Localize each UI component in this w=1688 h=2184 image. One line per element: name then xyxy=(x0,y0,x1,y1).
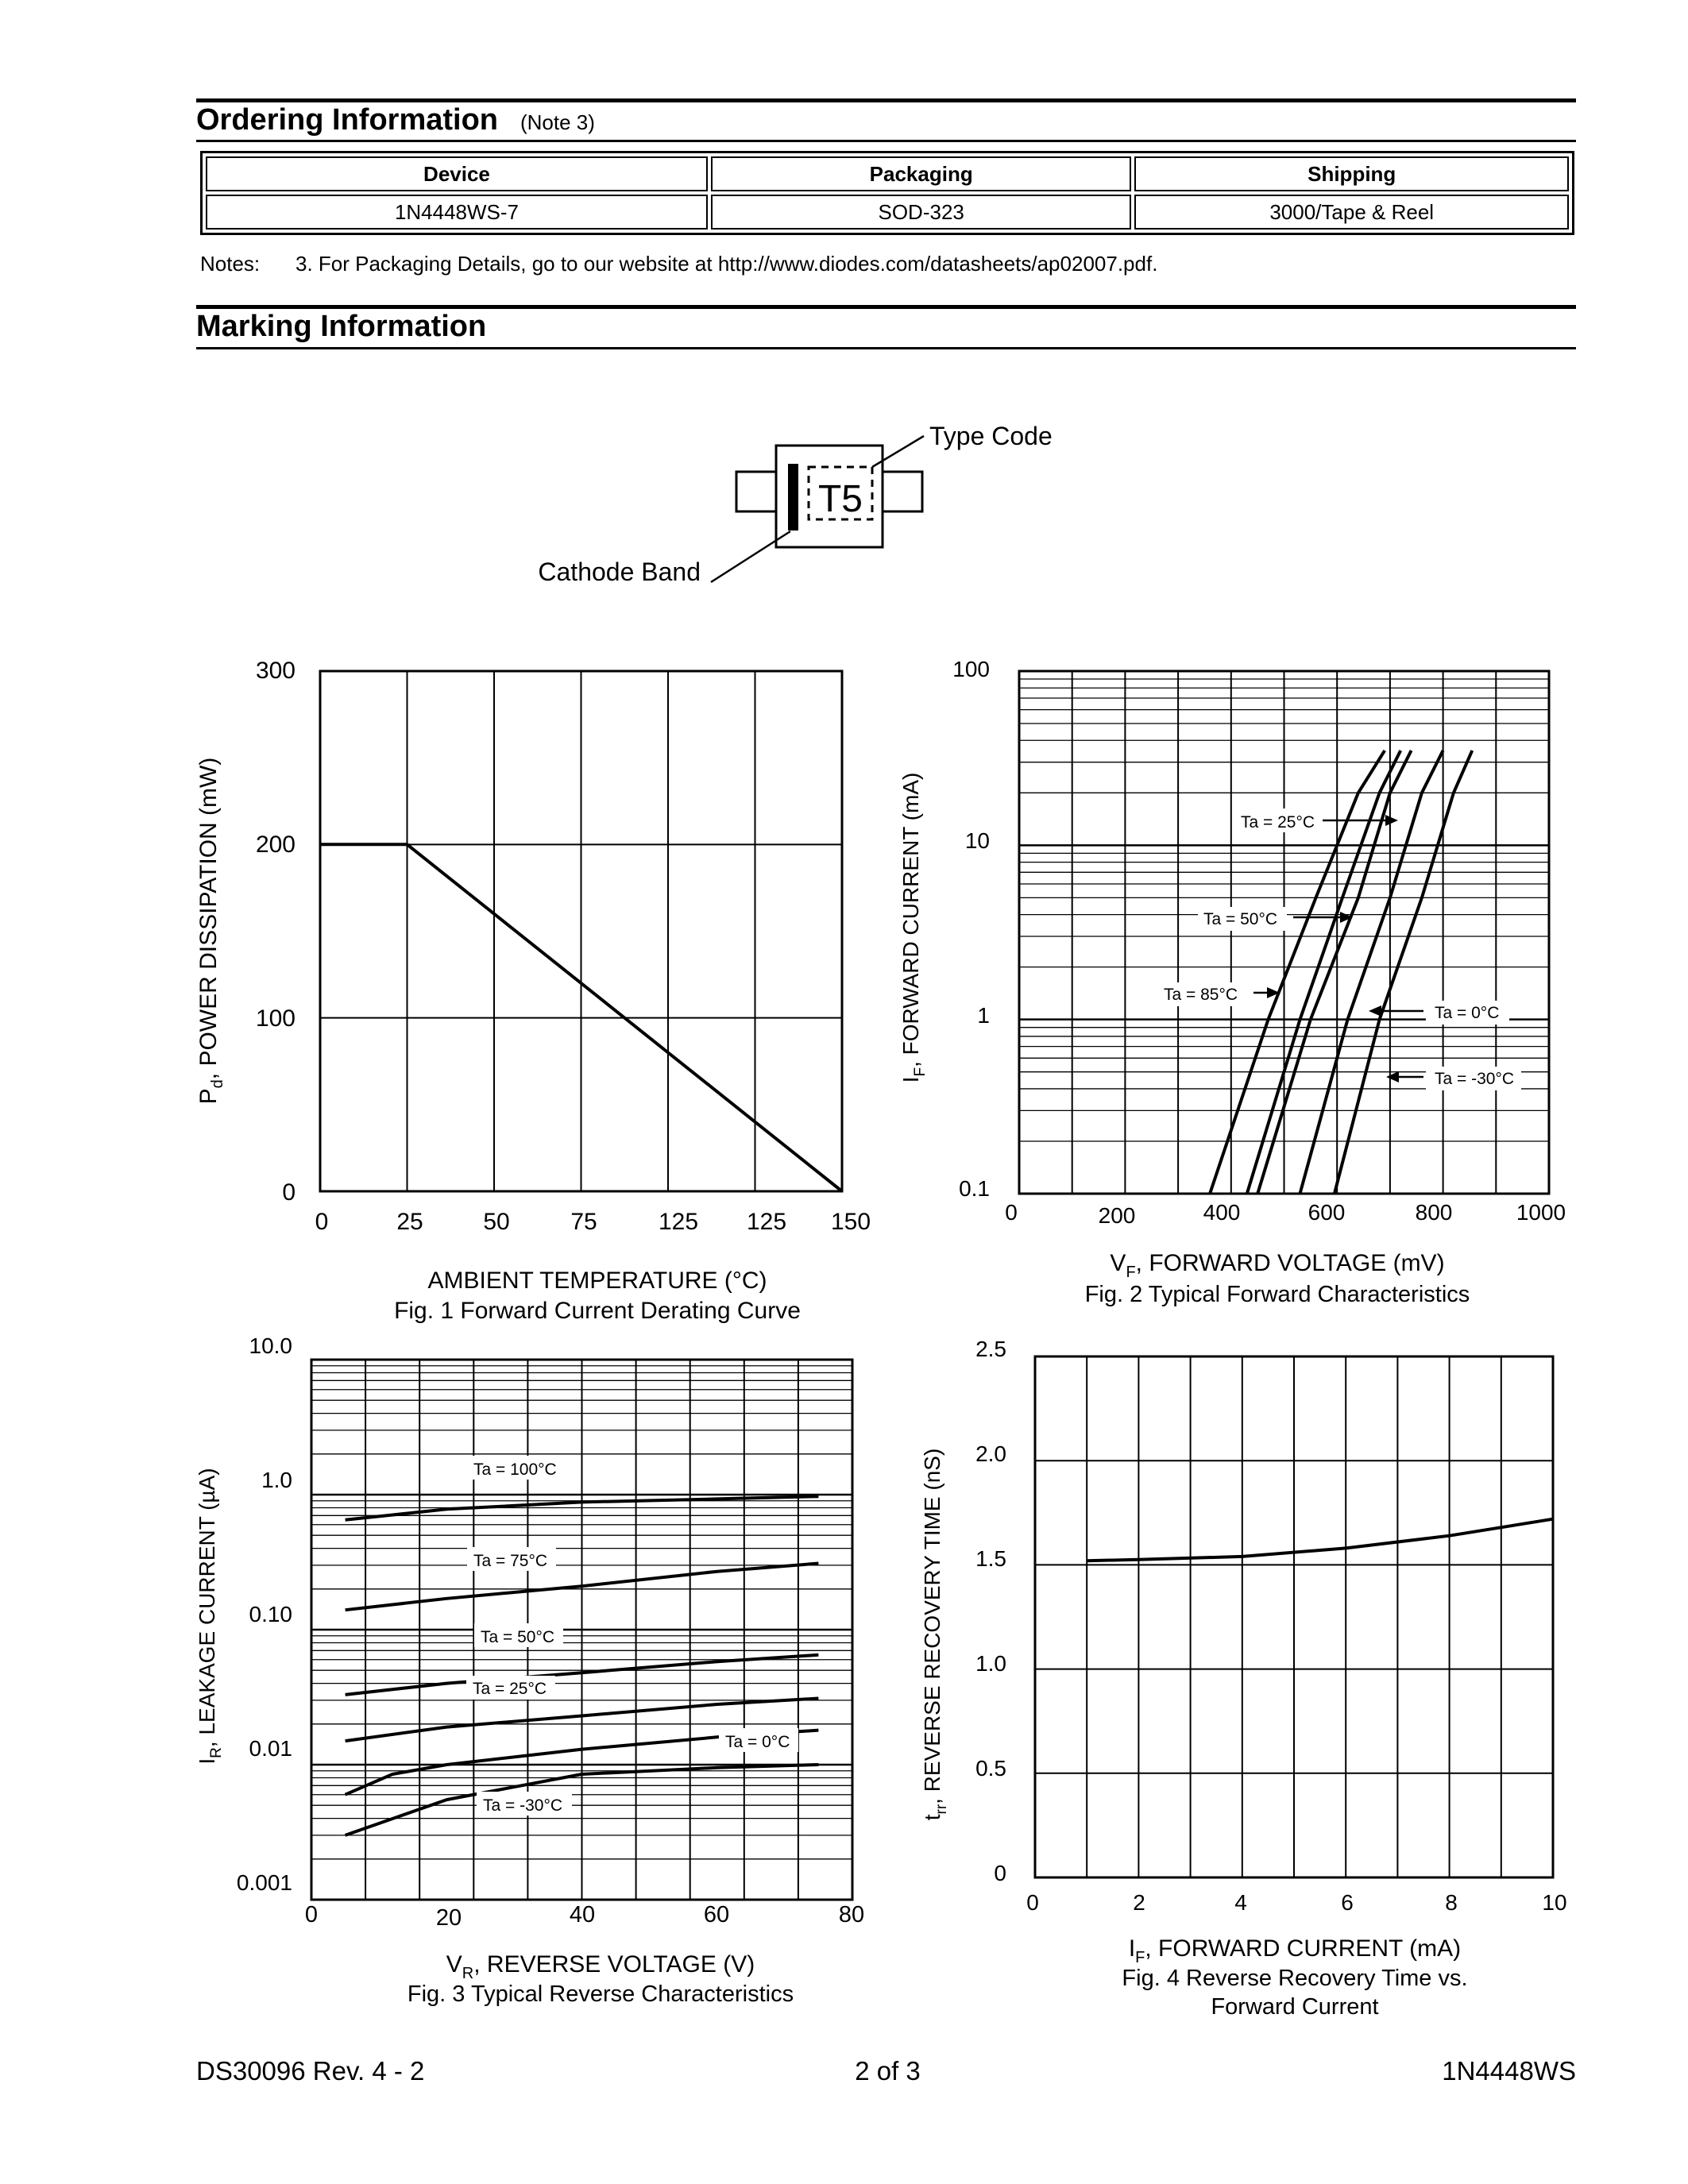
type-code-label: Type Code xyxy=(929,422,1053,450)
fig4-ytick-label: 1.5 xyxy=(975,1546,1006,1571)
footer-doc-id: DS30096 Rev. 4 - 2 xyxy=(196,2056,425,2086)
ordering-title: Ordering Information (Note 3) xyxy=(196,103,595,137)
fig3-xtick-label: 20 xyxy=(435,1905,462,1931)
fig3-series-label: Ta = 50°C xyxy=(481,1628,555,1646)
fig2-chart xyxy=(898,657,1566,1307)
notes-label: Notes: xyxy=(200,252,261,276)
fig1-ytick-label: 300 xyxy=(255,658,295,684)
fig3-series-label: Ta = 100°C xyxy=(473,1461,557,1479)
fig1-xtick-labels xyxy=(315,1209,871,1235)
fig2-ytick-label: 100 xyxy=(952,657,990,681)
fig1-grid xyxy=(320,671,842,1191)
fig4-xtick-label: 4 xyxy=(1234,1890,1247,1915)
fig2-ytick-label: 1 xyxy=(977,1003,990,1028)
fig4-series xyxy=(1087,1519,1553,1561)
fig1-ytick-label: 0 xyxy=(282,1179,295,1206)
type-code-text: T5 xyxy=(817,478,863,520)
fig4-ytick-label: 2.0 xyxy=(975,1441,1006,1466)
fig2-ylabel: $I_F$, FORWARD CURRENT (mA) xyxy=(898,772,929,1083)
fig2-xtick-label: 1000 xyxy=(1516,1200,1566,1225)
fig4-grid xyxy=(1035,1356,1553,1877)
fig3-xtick-label: 0 xyxy=(304,1902,319,1927)
fig2-arrowhead xyxy=(1369,1005,1381,1017)
fig3-ytick-label: 10.0 xyxy=(249,1333,292,1358)
fig4-xlabel: $I_F$, FORWARD CURRENT (mA) xyxy=(1128,1935,1462,1966)
fig1-xlabel: AMBIENT TEMPERATURE (°C) xyxy=(427,1268,767,1294)
fig4-ytick-label: 2.5 xyxy=(975,1337,1006,1361)
fig3-xtick-label: 60 xyxy=(703,1902,730,1927)
fig4-ytick-label: 1.0 xyxy=(975,1651,1006,1676)
footer-part-number: 1N4448WS xyxy=(1442,2056,1576,2086)
table-header-cell: Shipping xyxy=(1134,156,1569,191)
fig4-caption-line1: Fig. 4 Reverse Recovery Time vs. xyxy=(1122,1966,1468,1991)
fig4-chart xyxy=(920,1337,1567,2020)
fig4-caption-line2: Forward Current xyxy=(1211,1994,1379,2020)
fig1-ytick-labels xyxy=(256,658,295,1206)
fig4-ytick-label: 0 xyxy=(994,1861,1006,1885)
fig2-xtick-label: 0 xyxy=(1005,1200,1018,1225)
ordering-note-ref: (Note 3) xyxy=(520,110,595,134)
fig3-xtick-labels xyxy=(305,1902,864,1931)
fig2-grid xyxy=(1019,671,1549,1194)
fig2-series-line xyxy=(1335,751,1472,1194)
fig1-xtick-label: 0 xyxy=(315,1209,329,1235)
fig2-arrowhead xyxy=(1385,815,1398,826)
fig3-ytick-label: 0.01 xyxy=(249,1736,292,1761)
fig3-xtick-label: 40 xyxy=(569,1902,596,1927)
fig4-xtick-labels xyxy=(1026,1890,1566,1915)
table-cell: 1N4448WS-7 xyxy=(206,195,708,230)
fig2-series-label: Ta = -30°C xyxy=(1435,1070,1515,1088)
fig2-xtick-label: 800 xyxy=(1415,1200,1453,1225)
fig2-ytick-label: 10 xyxy=(964,828,990,853)
fig1-ytick-label: 200 xyxy=(255,832,295,858)
notes-text: 3. For Packaging Details, go to our website at http://www.diodes.com/datasheets/ap02007.pdf. xyxy=(295,252,1158,276)
table-header-cell: Device xyxy=(206,156,708,191)
fig4-xtick-label: 6 xyxy=(1341,1890,1354,1915)
fig3-series-label: Ta = 25°C xyxy=(473,1680,547,1698)
fig3-ytick-label: 0.001 xyxy=(236,1870,292,1895)
cathode-band xyxy=(788,464,798,531)
fig4-ylabel: $t_{rr}$, REVERSE RECOVERY TIME (nS) xyxy=(920,1448,950,1821)
marking-title: Marking Information xyxy=(196,310,487,343)
fig4-ytick-labels xyxy=(975,1337,1006,1885)
fig3-series-label: Ta = 0°C xyxy=(725,1733,790,1751)
table-header-cell: Packaging xyxy=(711,156,1131,191)
fig2-ytick-labels xyxy=(952,657,990,1201)
fig4-xtick-label: 2 xyxy=(1133,1890,1145,1915)
fig3-ytick-label: 0.10 xyxy=(249,1602,292,1626)
fig2-ytick-label: 0.1 xyxy=(959,1176,990,1201)
fig2-series-label: Ta = 50°C xyxy=(1203,910,1278,928)
fig2-xtick-label: 400 xyxy=(1203,1200,1241,1225)
fig4-xtick-label: 10 xyxy=(1542,1890,1567,1915)
fig3-caption: Fig. 3 Typical Reverse Characteristics xyxy=(407,1981,794,2007)
fig1-xtick-label: 150 xyxy=(830,1209,871,1235)
fig3-ytick-labels xyxy=(237,1333,292,1895)
fig1-xtick-label: 125 xyxy=(658,1209,699,1235)
package-lead-right xyxy=(883,472,922,511)
fig3-series-label: Ta = -30°C xyxy=(483,1796,563,1815)
cathode-band-label: Cathode Band xyxy=(538,558,701,586)
fig3-xlabel: $V_R$, REVERSE VOLTAGE (V) xyxy=(446,1951,755,1982)
table-cell: 3000/Tape & Reel xyxy=(1134,195,1569,230)
fig2-series-label: Ta = 85°C xyxy=(1164,986,1238,1004)
fig1-xtick-label: 75 xyxy=(570,1209,597,1235)
fig3-ytick-label: 1.0 xyxy=(261,1468,292,1492)
fig3-series-label: Ta = 75°C xyxy=(473,1552,548,1570)
package-lead-left xyxy=(736,472,776,511)
fig2-xtick-label: 600 xyxy=(1308,1200,1346,1225)
fig3-xtick-label: 80 xyxy=(838,1902,865,1927)
fig3-chart xyxy=(195,1333,864,2007)
fig1-ytick-label: 100 xyxy=(255,1005,295,1032)
fig1-xtick-label: 50 xyxy=(483,1209,510,1235)
cathode-leader xyxy=(711,531,790,582)
fig1-ylabel: $P_d$, POWER DISSIPATION (mW) xyxy=(195,757,226,1105)
fig2-xlabel: $V_F$, FORWARD VOLTAGE (mV) xyxy=(1110,1250,1445,1281)
table-cell: SOD-323 xyxy=(711,195,1131,230)
fig1-caption: Fig. 1 Forward Current Derating Curve xyxy=(394,1298,801,1324)
fig1-xtick-label: 25 xyxy=(396,1209,423,1235)
fig2-series-label: Ta = 0°C xyxy=(1435,1004,1500,1022)
fig2-xtick-labels xyxy=(1005,1200,1566,1228)
fig4-ytick-label: 0.5 xyxy=(975,1756,1006,1781)
fig2-arrowhead xyxy=(1386,1071,1399,1082)
fig4-series-line xyxy=(1087,1519,1553,1561)
fig3-ylabel: $I_R$, LEAKAGE CURRENT (µA) xyxy=(195,1468,225,1765)
fig1-chart xyxy=(195,658,871,1324)
fig2-caption: Fig. 2 Typical Forward Characteristics xyxy=(1084,1282,1470,1307)
footer-page-number: 2 of 3 xyxy=(855,2056,921,2086)
fig4-xtick-label: 0 xyxy=(1026,1890,1039,1915)
fig4-xtick-label: 8 xyxy=(1445,1890,1458,1915)
fig2-series-label: Ta = 25°C xyxy=(1241,813,1315,832)
fig2-xtick-label: 200 xyxy=(1098,1203,1136,1228)
fig1-xtick-label: 125 xyxy=(746,1209,787,1235)
